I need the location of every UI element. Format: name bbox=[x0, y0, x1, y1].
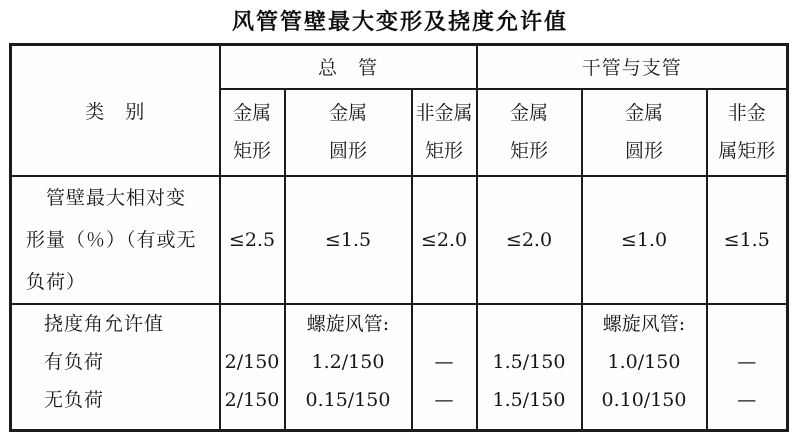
deflection-unloaded-label: 无负荷 bbox=[44, 388, 105, 411]
unloaded-value: 0.15/150 bbox=[305, 388, 391, 411]
subheader-line: 矩形 bbox=[509, 140, 548, 162]
loaded-value: — bbox=[434, 350, 454, 373]
loaded-value: 1.0/150 bbox=[607, 350, 681, 373]
page-title: 风管管壁最大变形及挠度允许值 bbox=[231, 9, 568, 35]
unloaded-value: 2/150 bbox=[224, 388, 280, 411]
header-category-cell: 类 别 bbox=[11, 45, 220, 176]
subheader-line: 矩形 bbox=[232, 140, 271, 162]
subheader-line: 矩形 bbox=[424, 140, 463, 162]
deflection-value-cell bbox=[412, 304, 477, 431]
deformation-value-cell: ≤2.0 bbox=[412, 176, 477, 304]
cell-note bbox=[478, 305, 581, 343]
deformation-value-cell: ≤2.0 bbox=[477, 176, 582, 304]
header-group-branch-duct: 干管与支管 bbox=[477, 45, 788, 89]
loaded-value: — bbox=[737, 350, 757, 373]
subheader-line: 非金 bbox=[727, 102, 766, 124]
loaded-value: 2/150 bbox=[224, 350, 280, 373]
loaded-value: 1.2/150 bbox=[311, 350, 385, 373]
loaded-value: 1.5/150 bbox=[492, 350, 566, 373]
deformation-row bbox=[11, 176, 788, 304]
subheader-branch-metal-round bbox=[582, 89, 707, 176]
subheader-line: 金属 bbox=[328, 102, 367, 124]
subheader-line: 非金属 bbox=[415, 102, 473, 124]
cell-note bbox=[221, 305, 284, 343]
deflection-value-cell bbox=[582, 304, 707, 431]
unloaded-value: — bbox=[434, 388, 454, 411]
subheader-line: 金属 bbox=[232, 102, 271, 124]
deflection-value-cell bbox=[477, 304, 582, 431]
subheader-line: 属矩形 bbox=[718, 140, 776, 162]
subheader-main-metal-rect bbox=[220, 89, 285, 176]
allowable-values-table bbox=[9, 43, 789, 432]
header-group-main-duct: 总 管 bbox=[220, 45, 477, 89]
unloaded-value: 1.5/150 bbox=[492, 388, 566, 411]
deflection-value-cell bbox=[707, 304, 788, 431]
subheader-line: 圆形 bbox=[624, 140, 663, 162]
spiral-duct-note: 螺旋风管: bbox=[306, 312, 390, 335]
subheader-line: 圆形 bbox=[328, 140, 367, 162]
deformation-label-cell: 管壁最大相对变形量（％）（有或无负荷） bbox=[11, 176, 220, 304]
deformation-value-cell: ≤1.5 bbox=[707, 176, 788, 304]
deformation-value-cell: ≤1.0 bbox=[582, 176, 707, 304]
subheader-line: 金属 bbox=[509, 102, 548, 124]
deflection-value-cell bbox=[285, 304, 412, 431]
deflection-value-cell bbox=[220, 304, 285, 431]
header-group-row bbox=[11, 45, 788, 89]
deflection-row bbox=[11, 304, 788, 431]
subheader-line: 金属 bbox=[624, 102, 663, 124]
subheader-main-nonmetal-rect bbox=[412, 89, 477, 176]
subheader-main-metal-round bbox=[285, 89, 412, 176]
deflection-label-cell bbox=[11, 304, 220, 431]
deflection-title-line: 挠度角允许值 bbox=[44, 312, 165, 335]
unloaded-value: — bbox=[737, 388, 757, 411]
deformation-value-cell: ≤2.5 bbox=[220, 176, 285, 304]
spiral-duct-note: 螺旋风管: bbox=[602, 312, 686, 335]
cell-note bbox=[413, 305, 476, 343]
deflection-loaded-label: 有负荷 bbox=[44, 350, 105, 373]
subheader-branch-metal-rect bbox=[477, 89, 582, 176]
deformation-value-cell: ≤1.5 bbox=[285, 176, 412, 304]
cell-note bbox=[708, 305, 787, 343]
unloaded-value: 0.10/150 bbox=[601, 388, 687, 411]
subheader-branch-nonmetal-rect bbox=[707, 89, 788, 176]
